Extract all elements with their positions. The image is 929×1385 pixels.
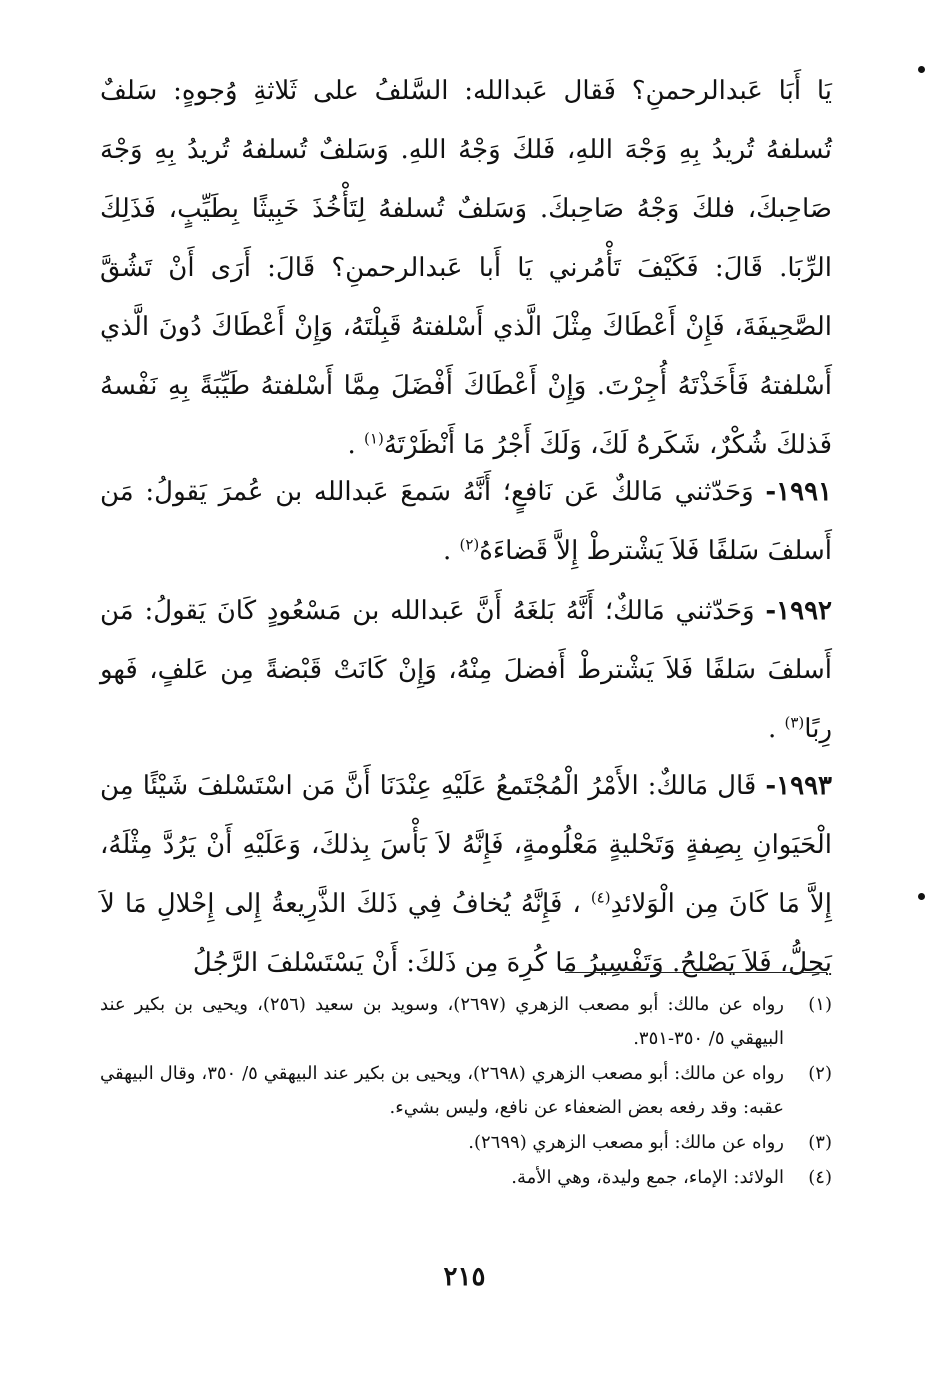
paragraph-text: قَال مَالكٌ: الأَمْرُ الْمُجْتَمعُ عَلَيْهِ عِنْدَنَا أَنَّ مَن اسْتَسْلفَ شَيْئًا مِن الْحَيَوانِ بِصِفةٍ وَتَحْليةٍ مَعْلُومةٍ، فَإِنَّهُ لاَ بَأْسَ بِذلكَ، وَعَلَيْهِ أَنْ يَرُدَّ مِثْلَهُ، إِلاَّ مَا كَانَ مِن الْوَلائدِ [100,771,832,919]
paragraph-number: ١٩٩٣- [765,771,832,801]
paragraph-number: ١٩٩٢- [765,596,832,626]
footnote-reference[interactable]: (١) [364,429,384,448]
footnote-text: رواه عن مالك: أبو مصعب الزهري (٢٦٩٨)، ويحيى بن بكير عند البيهقي ٥/ ٣٥٠، وقال البيهقي عقبه: وقد رفعه بعض الضعفاء عن نافع، وليس بشيء. [100,1063,784,1118]
footnote-item [100,1161,832,1195]
page-number: ٢١٥ [443,1262,486,1292]
footnote-text: رواه عن مالك: أبو مصعب الزهري (٢٦٩٧)، وسويد بن سعيد (٢٥٦)، ويحيى بن بكير عند البيهقي ٥/ ٣٥٠-٣٥١. [100,994,784,1049]
footnote-text: رواه عن مالك: أبو مصعب الزهري (٢٦٩٩). [468,1132,784,1153]
paragraph-1992 [100,582,832,759]
paragraph-continuation [100,62,832,475]
footnote-divider [565,972,827,973]
footnote-number: (٢) [808,1063,832,1084]
paragraph-end: . [442,536,460,566]
paragraph-number: ١٩٩١- [765,477,832,507]
paragraph-1993 [100,757,832,993]
margin-dot [918,66,925,73]
margin-dot [918,893,925,900]
footnote-item [100,1126,832,1160]
paragraph-text: وَحَدّثني مَالكٌ؛ أَنَّهُ بَلغَهُ أَنَّ عَبدالله بن مَسْعُودٍ كَانَ يَقولُ: مَن أَسلفَ سَلفًا فَلاَ يَشْترطْ أَفضلَ مِنْهُ، وَإِنْ كَانَتْ قَبْضةً مِن عَلفٍ، فَهو رِبًا [100,596,832,744]
footnotes [100,988,832,1196]
paragraph-text: وَحَدّثني مَالكٌ عَن نَافعٍ؛ أَنَّهُ سَمعَ عَبدالله بن عُمرَ يَقولُ: مَن أَسلفَ سَلفًا فَلاَ يَشْترطْ إِلاَّ قَضاءَهُ [100,477,832,566]
footnote-reference[interactable]: (٣) [784,713,805,732]
paragraph-end: . [767,714,785,744]
footnote-text: الولائد: الإماء، جمع وليدة، وهي الأمة. [511,1167,784,1188]
paragraph-text: ، فَإِنَّهُ يُخافُ فِي ذَلكَ الذَّرِيعةُ إِلى إِحْلالِ مَا لاَ يَحِلُّ، فَلاَ يَصْلحُ. وَتَفْسِيرُ مَا كُرِهَ مِن ذَلكَ: أَنْ يَسْتَسْلفَ الرَّجُلُ [100,889,832,978]
footnote-reference[interactable]: (٤) [590,888,611,907]
footnote-item [100,1057,832,1125]
paragraph-end: . [347,430,365,460]
footnote-number: (١) [808,994,832,1015]
footnote-number: (٤) [808,1167,832,1188]
paragraph-text: يَا أَبَا عَبدالرحمنِ؟ فَقال عَبدالله: السَّلفُ على ثَلاثةِ وُجوهٍ: سَلفٌ تُسلفهُ تُريدُ بِهِ وَجْهَ اللهِ، فَلكَ وَجْهُ اللهِ. وَسَلفٌ تُسلفهُ تُريدُ بِهِ وَجْهَ صَاحِبكَ، فلكَ وَجْهُ صَاحِبكَ. وَسَلفٌ تُسلفهُ لِتَأْخُذَ خَبِيثًا بِطَيِّبٍ، فَذَلِكَ الرِّبَا. قَالَ: فَكَيْفَ تَأْمُرني يَا أَبا عَبدالرحمنِ؟ قَالَ: أَرَى أَنْ تَشُقَّ الصَّحِيفَةَ، فَإِنْ أَعْطَاكَ مِثْلَ الَّذي أَسْلفتهُ قَبِلْتَهُ، وَإِنْ أَعْطَاكَ دُونَ الَّذي أَسْلفتهُ فَأَخَذْتَهُ أُجِرْتَ. وَإِنْ أَعْطَاكَ أَفْضَلَ مِمَّا أَسْلفتهُ طَيِّبَةً بِهِ نَفْسهُ فَذلكَ شُكْرٌ، شَكَرهُ لَكَ، وَلَكَ أَجْرُ مَا أَنْظَرْتَهُ [100,76,832,460]
footnote-number: (٣) [808,1132,832,1153]
footnote-item [100,988,832,1056]
footnote-reference[interactable]: (٢) [459,535,480,554]
paragraph-1991 [100,463,832,581]
